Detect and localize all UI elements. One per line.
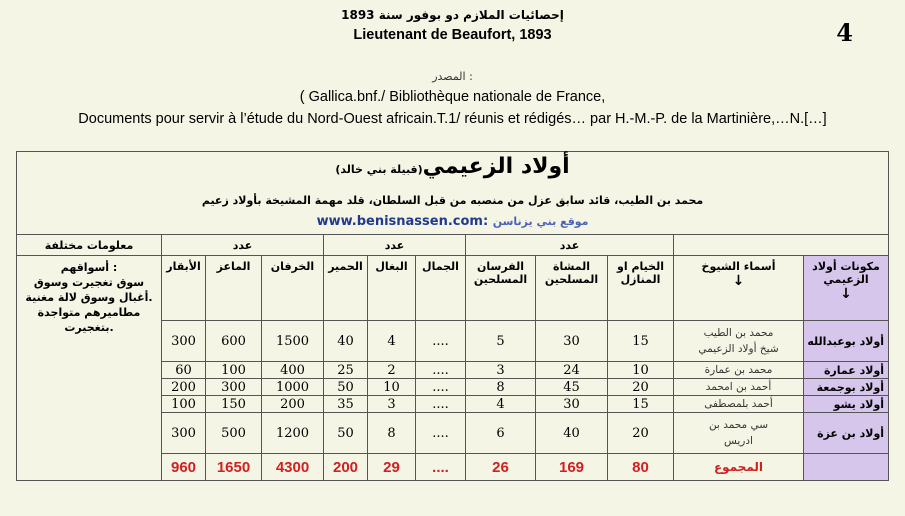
source-line-1: ( Gallica.bnf./ Bibliothèque nationale de France, — [299, 89, 606, 105]
cell-component: أولاد يشو — [804, 396, 889, 413]
header-donkeys: الحمير — [324, 256, 368, 321]
header-sheikhs: أسماء الشيوخ ↓ — [674, 256, 804, 321]
cell-sheep: 200 — [262, 396, 324, 413]
down-arrow-icon: ↓ — [732, 273, 745, 289]
cell-donkeys: 50 — [324, 413, 368, 454]
source-line-2: Documents pour servir à l’étude du Nord-Ouest africain.T.1/ réunis et rédigés… par H.-M.-P. de la Martinière,…N.[…] — [78, 111, 827, 127]
cell-horsemen: 6 — [466, 413, 536, 454]
total-mules: 29 — [368, 454, 416, 481]
cell-cattle: 200 — [162, 379, 206, 396]
page-number: 4 — [836, 18, 853, 47]
tribe-title: أولاد الزعيمي — [422, 154, 570, 179]
cell-sheikh: محمد بن الطيب شيخ أولاد الزعيمي — [674, 321, 804, 362]
cell-tents: 15 — [608, 321, 674, 362]
total-tents: 80 — [608, 454, 674, 481]
header-goats: الماعز — [206, 256, 262, 321]
cell-mules: 3 — [368, 396, 416, 413]
misc-markets: سوق تغجيرت وسوق أغبال وسوق لالة مغنية. — [25, 276, 153, 304]
total-sheep: 4300 — [262, 454, 324, 481]
cell-sheikh: محمد بن عمارة — [674, 362, 804, 379]
header-mules: البغال — [368, 256, 416, 321]
cell-tents: 10 — [608, 362, 674, 379]
website-label-ar: موقع بني يزناسن — [492, 215, 589, 228]
caid-note: محمد بن الطيب، قائد سابق عزل من منصبه من قبل السلطان، قلد مهمة المشيخة بأولاد زعيم — [201, 194, 704, 207]
source-label: المصدر : — [432, 70, 473, 83]
cell-camels: .... — [416, 413, 466, 454]
cell-donkeys: 40 — [324, 321, 368, 362]
cell-donkeys: 35 — [324, 396, 368, 413]
group-misc-label: معلومات مختلفة — [17, 235, 162, 256]
cell-infantry: 30 — [536, 321, 608, 362]
cell-mules: 8 — [368, 413, 416, 454]
cell-mules: 4 — [368, 321, 416, 362]
cell-goats: 300 — [206, 379, 262, 396]
misc-info-cell — [17, 256, 162, 481]
cell-cattle: 60 — [162, 362, 206, 379]
down-arrow-icon: ↓ — [840, 286, 852, 302]
cell-goats: 500 — [206, 413, 262, 454]
group-count-label-pack: عدد — [324, 235, 466, 256]
header-cattle: الأبقار — [162, 256, 206, 321]
table-title-block — [17, 152, 889, 235]
cell-camels: .... — [416, 396, 466, 413]
group-count-label-people: عدد — [466, 235, 674, 256]
header-infantry: المشاة المسلحين — [536, 256, 608, 321]
cell-sheep: 1000 — [262, 379, 324, 396]
cell-horsemen: 5 — [466, 321, 536, 362]
total-infantry: 169 — [536, 454, 608, 481]
cell-camels: .... — [416, 379, 466, 396]
totals-label: المجموع — [674, 454, 804, 481]
total-donkeys: 200 — [324, 454, 368, 481]
total-cattle: 960 — [162, 454, 206, 481]
cell-cattle: 300 — [162, 321, 206, 362]
cell-sheep: 1500 — [262, 321, 324, 362]
misc-granaries: مطاميرهم متواجدة بتغجيرت. — [37, 306, 141, 334]
statistics-table — [16, 151, 885, 493]
cell-sheikh: سي محمد بن ادريس — [674, 413, 804, 454]
header-sheep: الخرفان — [262, 256, 324, 321]
cell-camels: .... — [416, 321, 466, 362]
cell-goats: 150 — [206, 396, 262, 413]
cell-tents: 20 — [608, 413, 674, 454]
total-camels: .... — [416, 454, 466, 481]
misc-markets-heading: أسواقهم : — [60, 261, 118, 274]
cell-horsemen: 3 — [466, 362, 536, 379]
cell-cattle: 100 — [162, 396, 206, 413]
french-header-title: Lieutenant de Beaufort, 1893 — [353, 27, 552, 43]
group-empty — [674, 235, 889, 256]
cell-sheep: 1200 — [262, 413, 324, 454]
header-camels: الجمال — [416, 256, 466, 321]
tribe-subtitle: (قبيلة بني خالد) — [335, 163, 423, 176]
cell-component: أولاد بوعبدالله — [804, 321, 889, 362]
cell-component: أولاد عمارة — [804, 362, 889, 379]
cell-goats: 600 — [206, 321, 262, 362]
cell-mules: 10 — [368, 379, 416, 396]
cell-component: أولاد بوجمعة — [804, 379, 889, 396]
cell-sheikh: أحمد بن امحمد — [674, 379, 804, 396]
cell-component: أولاد بن عزة — [804, 413, 889, 454]
cell-tents: 15 — [608, 396, 674, 413]
cell-cattle: 300 — [162, 413, 206, 454]
cell-donkeys: 25 — [324, 362, 368, 379]
cell-goats: 100 — [206, 362, 262, 379]
totals-empty — [804, 454, 889, 481]
cell-camels: .... — [416, 362, 466, 379]
arabic-header-title: إحصائيات الملازم دو بوفور سنة 1893 — [341, 8, 564, 22]
cell-infantry: 30 — [536, 396, 608, 413]
cell-tents: 20 — [608, 379, 674, 396]
cell-donkeys: 50 — [324, 379, 368, 396]
cell-infantry: 40 — [536, 413, 608, 454]
cell-sheikh: أحمد بلمصطفى — [674, 396, 804, 413]
group-count-label-livestock: عدد — [162, 235, 324, 256]
cell-sheep: 400 — [262, 362, 324, 379]
cell-infantry: 45 — [536, 379, 608, 396]
cell-horsemen: 4 — [466, 396, 536, 413]
total-goats: 1650 — [206, 454, 262, 481]
header-horsemen: الفرسان المسلحين — [466, 256, 536, 321]
header-tents: الخيام او المنازل — [608, 256, 674, 321]
cell-horsemen: 8 — [466, 379, 536, 396]
website-link[interactable]: www.benisnassen.com: — [316, 214, 489, 229]
cell-infantry: 24 — [536, 362, 608, 379]
total-horsemen: 26 — [466, 454, 536, 481]
header-components: مكونات أولاد الزعيمي ↓ — [804, 256, 889, 321]
cell-mules: 2 — [368, 362, 416, 379]
